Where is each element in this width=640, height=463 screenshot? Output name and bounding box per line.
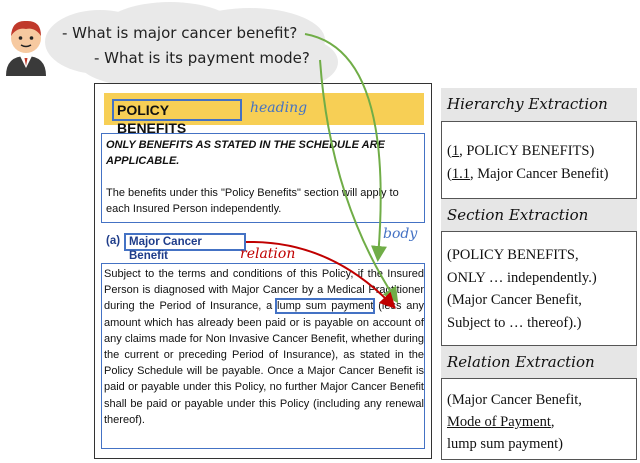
red-relation-arrow xyxy=(246,242,393,306)
relation-line-2: Mode of Payment, xyxy=(447,414,555,430)
heading-box: POLICY BENEFITS xyxy=(112,99,242,121)
section-line-2: ONLY … independently.) xyxy=(447,270,597,286)
section-line-4: Subject to … thereof).) xyxy=(447,315,582,331)
lump-sum-highlight: lump sum payment xyxy=(277,300,374,313)
sub-prefix: (a) xyxy=(106,235,121,247)
intro-text: The benefits under this "Policy Benefits" section will apply to each Insured Person independently. xyxy=(106,187,399,215)
question-1: - What is major cancer benefit? xyxy=(62,24,298,42)
section-line-1: (POLICY BENEFITS, xyxy=(447,247,579,263)
body-part-1: Subject to the terms and conditions of this Policy, if the Insured Person is diagnosed with Major Cancer by a Medical Practitioner during the Period of Insurance, a xyxy=(104,268,424,313)
hierarchy-title: Hierarchy Extraction xyxy=(441,88,637,122)
question-2: - What is its payment mode? xyxy=(94,49,310,67)
relation-title: Relation Extraction xyxy=(441,345,637,379)
body-tag: body xyxy=(383,226,418,242)
sub-heading-box: Major Cancer Benefit xyxy=(124,233,246,251)
hierarchy-line-1: (1, POLICY BENEFITS) xyxy=(447,143,595,159)
hierarchy-line-2: (1.1, Major Cancer Benefit) xyxy=(447,166,609,182)
section-title: Section Extraction xyxy=(441,198,637,232)
relation-line-3: lump sum payment) xyxy=(447,436,563,452)
relation-tag: relation xyxy=(240,246,296,262)
intro-bold-text: ONLY BENEFITS AS STATED IN THE SCHEDULE ARE APPLICABLE. xyxy=(106,139,385,167)
heading-tag: heading xyxy=(250,100,308,116)
green-arrow-payment xyxy=(320,60,396,300)
body-part-2: (less any amount which has already been paid or is payable on account of any claims made for Non Invasive Cancer Benefit, whether during the current or preceding Period of Insurance), as stated in the Policy Schedule will be payable. Once a Major Cancer Benefit is paid or payable under this Policy, no further Major Cancer Benefit shall be paid or payable under this Policy (including any renewal thereof). xyxy=(104,300,424,426)
relation-line-1: (Major Cancer Benefit, xyxy=(447,392,582,408)
section-line-3: (Major Cancer Benefit, xyxy=(447,292,582,308)
green-arrow-major xyxy=(305,34,381,258)
